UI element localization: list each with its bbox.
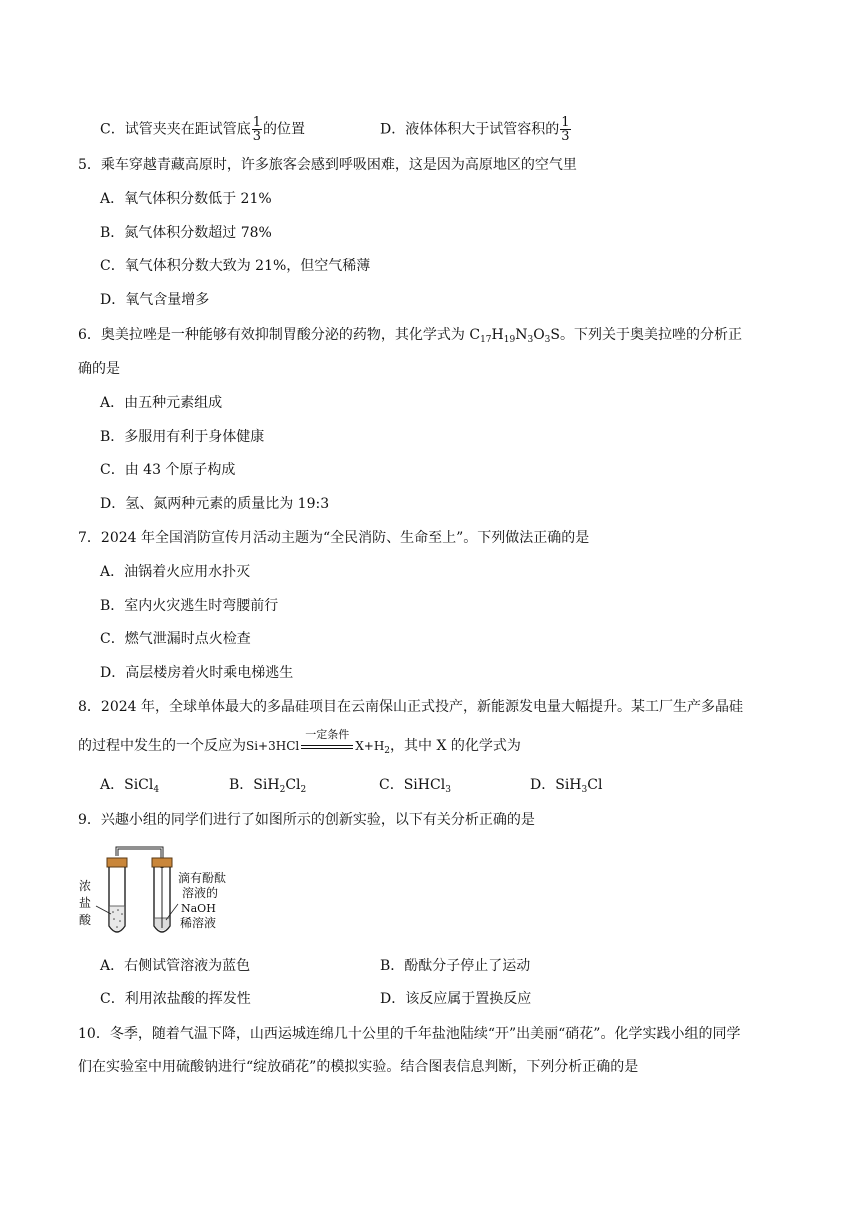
q7-option-d[interactable]: D．高层楼房着火时乘电梯逃生 bbox=[100, 665, 294, 681]
q9-option-b[interactable]: B．酚酞分子停止了运动 bbox=[380, 958, 531, 974]
q7-option-c[interactable]: C．燃气泄漏时点火检查 bbox=[100, 631, 251, 647]
q4-option-c[interactable]: C．试管夹夹在距试管底 $\frac{1}{3}$ 的位置 bbox=[100, 115, 305, 144]
q5-stem: 5．乘车穿越青藏高原时，许多旅客会感到呼吸困难，这是因为高原地区的空气里 bbox=[78, 157, 577, 173]
reaction-arrow: 一定条件 bbox=[301, 739, 353, 753]
q10-stem: 10．冬季，随着气温下降，山西运城连绵几十公里的千年盐池陆续“开”出美丽“硝花”。化学实践小组的同学 bbox=[78, 1026, 741, 1042]
q5-option-a[interactable]: A．氧气体积分数低于 21% bbox=[100, 191, 272, 207]
q7-option-b[interactable]: B．室内火灾逃生时弯腰前行 bbox=[100, 598, 279, 614]
q8-stem-cont: 的过程中发生的一个反应为Si+3HCl 一定条件 $X+H_2$，其中 X 的化学式为 bbox=[78, 728, 521, 756]
q9-option-a[interactable]: A．右侧试管溶液为蓝色 bbox=[100, 958, 251, 974]
q4-option-c-text: C．试管夹夹在距试管底 bbox=[100, 121, 251, 138]
q6-option-d[interactable]: D．氢、氮两种元素的质量比为 19:3 bbox=[100, 496, 330, 512]
q6-option-b[interactable]: B．多服用有利于身体健康 bbox=[100, 429, 265, 445]
fig-right-label-2: 溶液的 bbox=[182, 886, 219, 900]
q9-stem: 9．兴趣小组的同学们进行了如图所示的创新实验，以下有关分析正确的是 bbox=[78, 812, 535, 828]
fig-right-label-4: 稀溶液 bbox=[180, 916, 217, 930]
equation-left: Si+3HCl bbox=[246, 739, 300, 753]
q6-option-c[interactable]: C．由 43 个原子构成 bbox=[100, 462, 236, 478]
q4-option-d[interactable] bbox=[380, 116, 572, 143]
q8-option-b[interactable]: B．$SiH_2Cl_2$ bbox=[229, 777, 307, 795]
q5-option-c[interactable]: C．氧气体积分数大致为 21%，但空气稀薄 bbox=[100, 258, 371, 274]
test-tube-diagram bbox=[78, 844, 264, 944]
q7-option-a[interactable]: A．油锅着火应用水扑灭 bbox=[100, 564, 251, 580]
q6-option-a[interactable]: A．由五种元素组成 bbox=[100, 395, 223, 411]
experiment-figure bbox=[78, 844, 264, 944]
fig-left-label-2: 盐 bbox=[79, 896, 92, 910]
q5-option-b[interactable]: B．氮气体积分数超过 78% bbox=[100, 225, 272, 241]
fraction: $\frac{1}{3}$ bbox=[561, 115, 570, 144]
q9-option-d[interactable]: D．该反应属于置换反应 bbox=[380, 991, 532, 1007]
fig-left-label-1: 浓 bbox=[79, 879, 92, 893]
q6-stem: 6．奥美拉唑是一种能够有效抑制胃酸分泌的药物，其化学式为 $C_{17}H_{19}N_3O_3S$。下列关于奥美拉唑的分析正 bbox=[78, 327, 742, 345]
fig-left-label-3: 酸 bbox=[79, 913, 92, 927]
q8-option-a[interactable]: A．SiCl$_4$ bbox=[100, 777, 160, 795]
q4-option-d-text: D．液体体积大于试管容积的 bbox=[380, 121, 560, 138]
q8-option-c[interactable]: C．SiHCl$_3$ bbox=[379, 777, 451, 795]
q9-option-c[interactable]: C．利用浓盐酸的挥发性 bbox=[100, 991, 251, 1007]
fig-right-label-1: 滴有酚酞 bbox=[178, 871, 227, 885]
q8-stem: 8．2024 年，全球单体最大的多晶硅项目在云南保山正式投产，新能源发电量大幅提升。某工厂生产多晶硅 bbox=[78, 699, 743, 715]
q10-stem-cont: 们在实验室中用硫酸钠进行“绽放硝花”的模拟实验。结合图表信息判断，下列分析正确的是 bbox=[78, 1059, 639, 1075]
equation-right: $X+H_2$ bbox=[355, 739, 391, 756]
q5-option-d[interactable]: D．氧气含量增多 bbox=[100, 292, 210, 308]
q8-option-d[interactable]: D．SiH$_3$Cl bbox=[530, 777, 603, 795]
fraction: $\frac{1}{3}$ bbox=[252, 115, 261, 144]
q7-stem: 7．2024 年全国消防宣传月活动主题为“全民消防、生命至上”。下列做法正确的是 bbox=[78, 530, 590, 546]
fig-right-label-3: NaOH bbox=[181, 902, 216, 915]
q6-stem-cont: 确的是 bbox=[78, 361, 120, 377]
